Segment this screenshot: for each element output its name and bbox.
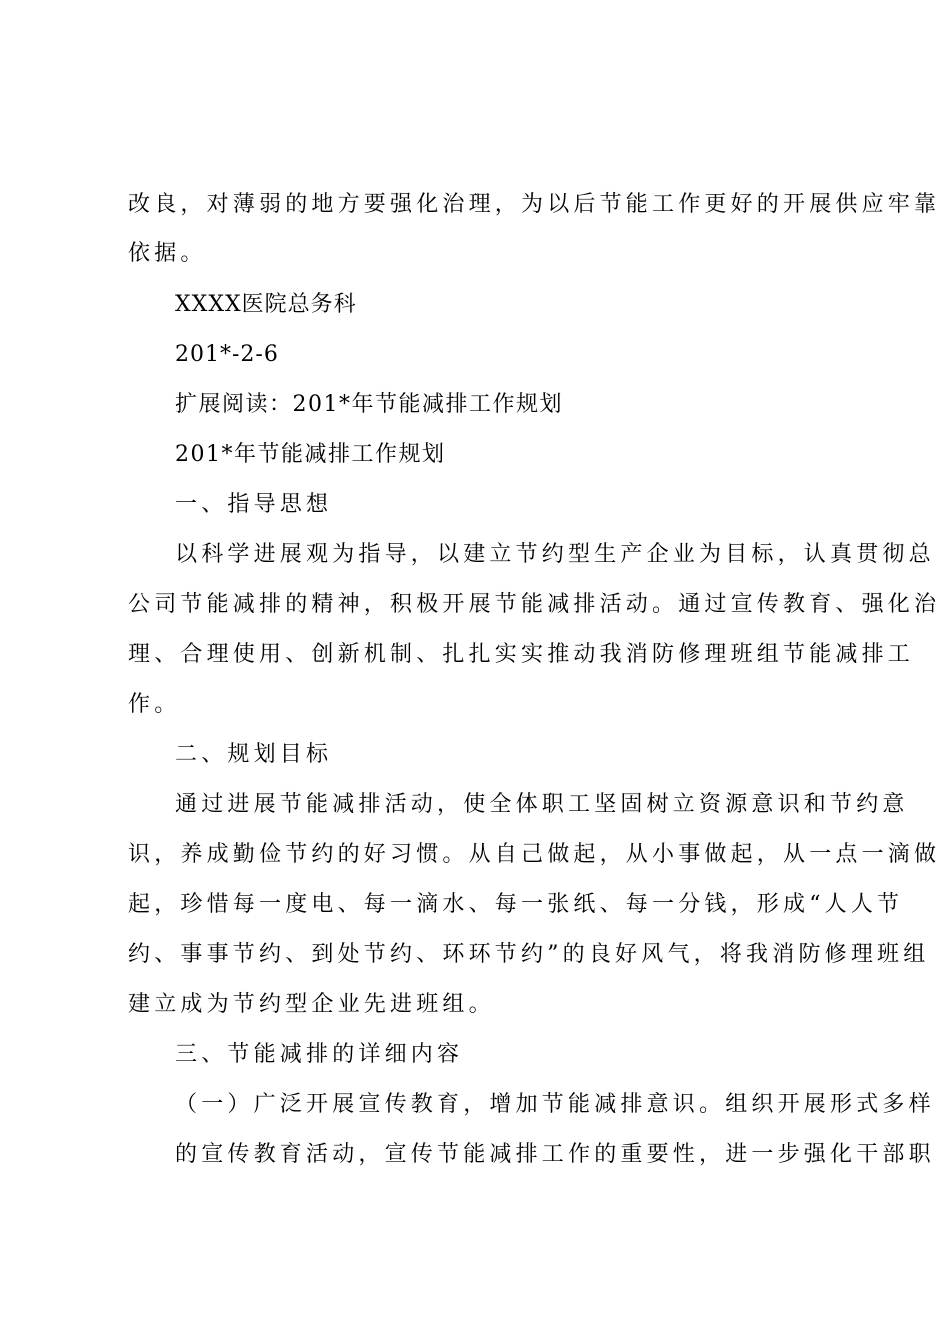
body-text-line: 依据。 (128, 241, 207, 266)
body-text-line: 公司节能减排的精神，积极开展节能减排活动。通过宣传教育、强化治 (128, 592, 941, 617)
signature-department: XXXX医院总务科 (175, 292, 357, 317)
body-text-line: 识，养成勤俭节约的好习惯。从自己做起，从小事做起，从一点一滴做 (128, 842, 941, 867)
body-text-line: 起，珍惜每一度电、每一滴水、每一张纸、每一分钱，形成“人人节 (128, 892, 904, 917)
body-text-line: 改良，对薄弱的地方要强化治理，为以后节能工作更好的开展供应牢靠 (128, 192, 941, 217)
body-text-line: （一）广泛开展宣传教育，增加节能减排意识。组织开展形式多样 (175, 1092, 935, 1117)
signature-date: 201*-2-6 (175, 342, 279, 367)
body-text-line: 的宣传教育活动，宣传节能减排工作的重要性，进一步强化干部职 (175, 1142, 935, 1167)
section-heading: 三、节能减排的详细内容 (175, 1042, 464, 1067)
body-text-line: 以科学进展观为指导，以建立节约型生产企业为目标，认真贯彻总 (175, 542, 935, 567)
body-text-line: 通过进展节能减排活动，使全体职工坚固树立资源意识和节约意 (175, 792, 909, 817)
extended-reading-label: 扩展阅读：201*年节能减排工作规划 (175, 392, 563, 417)
body-text-line: 建立成为节约型企业先进班组。 (128, 992, 495, 1017)
section-heading: 二、规划目标 (175, 742, 333, 767)
body-text-line: 作。 (128, 692, 181, 717)
section-heading: 一、指导思想 (175, 492, 333, 517)
body-text-line: 约、事事节约、到处节约、环环节约”的良好风气，将我消防修理班组 (128, 942, 930, 967)
document-title: 201*年节能减排工作规划 (175, 442, 446, 467)
body-text-line: 理、合理使用、创新机制、扎扎实实推动我消防修理班组节能减排工 (128, 642, 915, 667)
